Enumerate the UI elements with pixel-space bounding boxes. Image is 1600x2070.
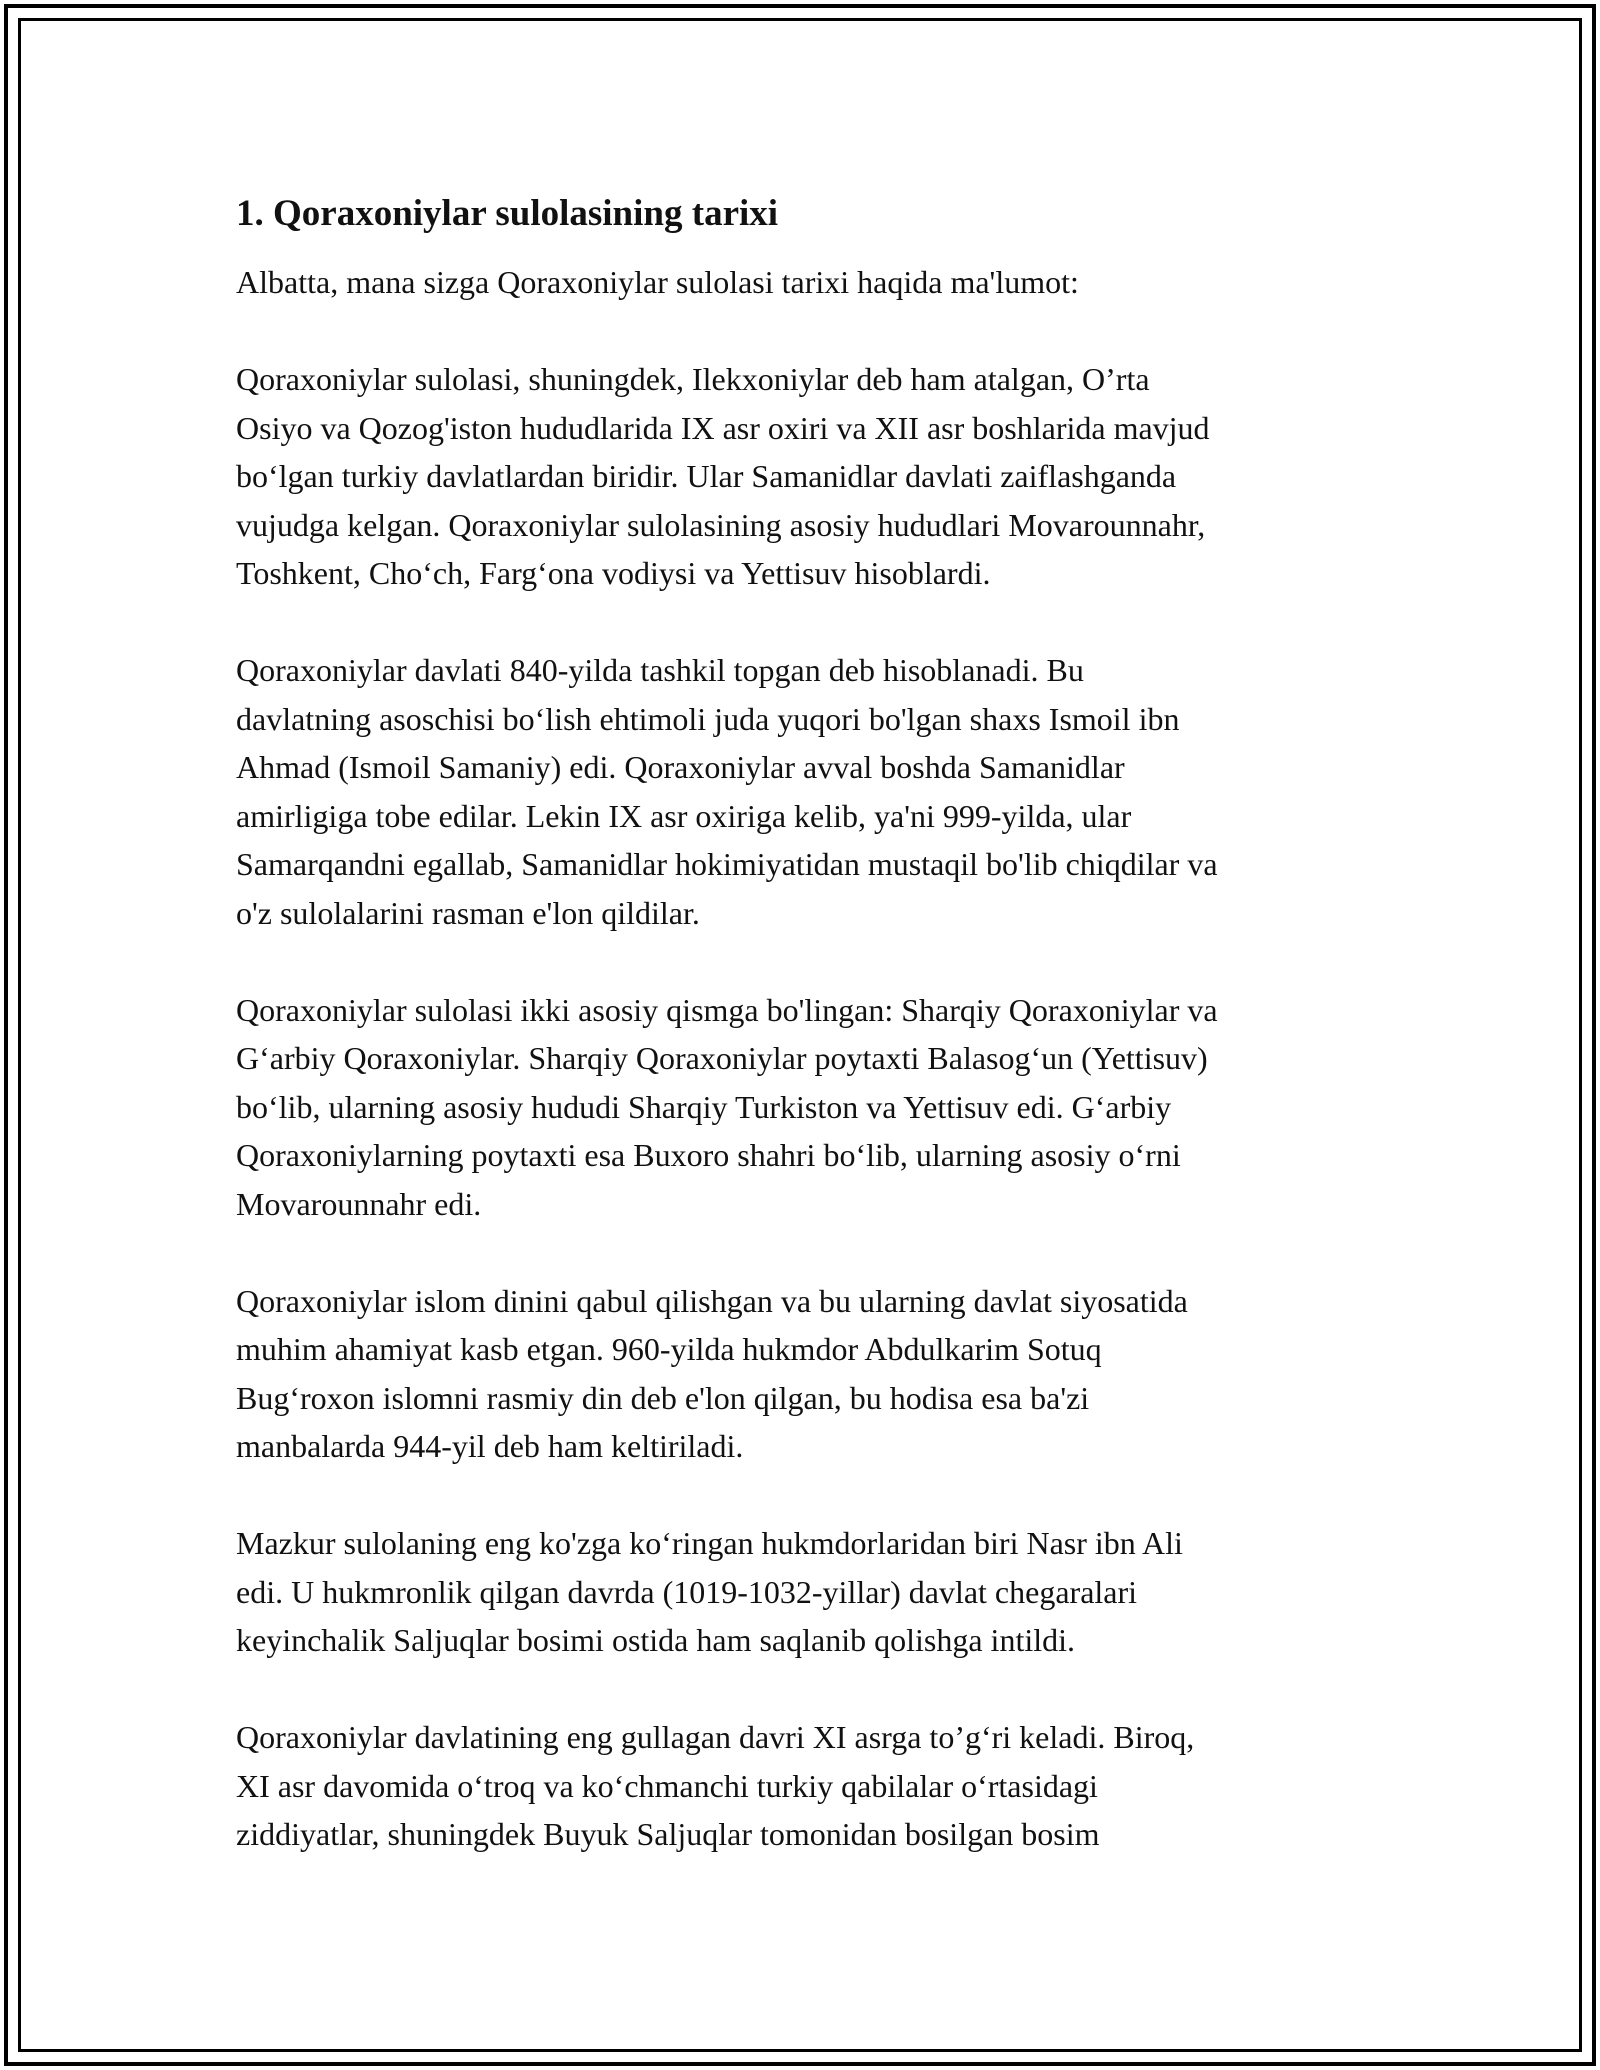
paragraph-founding: Qoraxoniylar davlati 840-yilda tashkil topgan deb hisoblanadi. Bu davlatning asoschisi bo‘lish ehtimoli juda yuqori bo'lgan shaxs Ismoil ibn Ahmad (Ismoil Samaniy) edi. Qoraxoniylar avval boshda Samanidlar amirligiga tobe edilar. Lekin IX asr oxiriga kelib, ya'ni 999-yilda, ular Samarqandni egallab, Samanidlar hokimiyatidan mustaqil bo'lib chiqdilar va o'z sulolalarini rasman e'lon qildilar.	[236, 652, 1218, 931]
paragraph-islam: Qoraxoniylar islom dinini qabul qilishgan va bu ularning davlat siyosatida muhim ahamiyat kasb etgan. 960-yilda hukmdor Abdulkarim Sotuq Bug‘roxon islomni rasmiy din deb e'lon qilgan, bu hodisa esa ba'zi manbalarda 944-yil deb ham keltiriladi.	[236, 1282, 1188, 1464]
paragraph-golden-age: Qoraxoniylar davlatining eng gullagan davri XI asrga to’g‘ri keladi. Biroq, XI asr davomida o‘troq va ko‘chmanchi turkiy qabilalar o‘rtasidagi ziddiyatlar, shuningdek Buyuk Saljuqlar tomonidan bosilgan bosim	[236, 1719, 1195, 1852]
paragraph-division: Qoraxoniylar sulolasi ikki asosiy qismga bo'lingan: Sharqiy Qoraxoniylar va G‘arbiy Qoraxoniylar. Sharqiy Qoraxoniylar poytaxti Balasog‘un (Yettisuv) bo‘lib, ularning asosiy hududi Sharqiy Turkiston va Yettisuv edi. G‘arbiy Qoraxoniylarning poytaxti esa Buxoro shahri bo‘lib, ularning asosiy o‘rni Movarounnahr edi.	[236, 991, 1218, 1222]
paragraph-overview: Qoraxoniylar sulolasi, shuningdek, Ilekxoniylar deb ham atalgan, O’rta Osiyo va Qozog'iston hududlarida IX asr oxiri va XII asr boshlarida mavjud bo‘lgan turkiy davlatlardan biridir. Ular Samanidlar davlati zaiflashganda vujudga kelgan. Qoraxoniylar sulolasining asosiy hududlari Movarounnahr, Toshkent, Cho‘ch, Farg‘ona vodiysi va Yettisuv hisoblardi.	[236, 361, 1210, 591]
document-body	[236, 188, 1366, 1907]
paragraph-nasr-ibn-ali: Mazkur sulolaning eng ko'zga ko‘ringan hukmdorlaridan biri Nasr ibn Ali edi. U hukmronlik qilgan davrda (1019-1032-yillar) davlat chegaralari keyinchalik Saljuqlar bosimi ostida ham saqlanib qolishga intildi.	[236, 1525, 1183, 1658]
section-heading: 1. Qoraxoniylar sulolasining tarixi	[236, 193, 779, 234]
paragraph-intro: Albatta, mana sizga Qoraxoniylar sulolasi tarixi haqida ma'lumot:	[236, 264, 1079, 300]
